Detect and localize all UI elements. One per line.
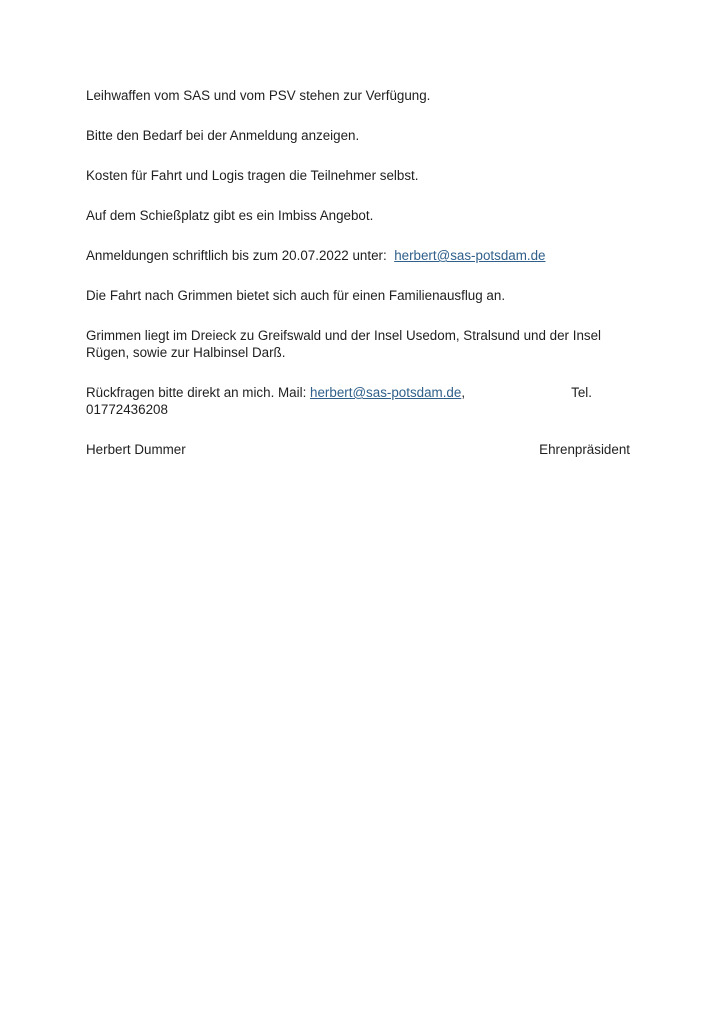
paragraph-rental-weapons: Leihwaffen vom SAS und vom PSV stehen zur Verfügung. — [86, 88, 431, 103]
paragraph-contact — [86, 384, 630, 418]
tel-label: Tel. — [571, 385, 592, 400]
contact-comma: , — [461, 385, 466, 400]
registration-deadline-text: Anmeldungen schriftlich bis zum 20.07.2022 unter: — [86, 248, 387, 263]
location-line-1: Grimmen liegt im Dreieck zu Greifswald und der Insel Usedom, Stralsund und der Insel — [86, 328, 602, 343]
signature-row — [86, 441, 630, 458]
letter-body — [86, 87, 630, 458]
tel-number: 01772436208 — [86, 402, 168, 417]
paragraph-location — [86, 327, 630, 361]
contact-line-1 — [86, 384, 630, 401]
paragraph-registration-deadline — [86, 247, 630, 264]
contact-email-link[interactable]: herbert@sas-potsdam.de — [310, 385, 462, 400]
contact-mail-group — [86, 384, 465, 401]
paragraph-registration-note: Bitte den Bedarf bei der Anmeldung anzeigen. — [86, 128, 360, 143]
registration-email-link[interactable]: herbert@sas-potsdam.de — [394, 248, 546, 263]
location-line-2: Rügen, sowie zur Halbinsel Darß. — [86, 345, 286, 360]
paragraph-family-trip: Die Fahrt nach Grimmen bietet sich auch für einen Familienausflug an. — [86, 288, 506, 303]
paragraph-snack-offer: Auf dem Schießplatz gibt es ein Imbiss Angebot. — [86, 208, 374, 223]
paragraph-costs: Kosten für Fahrt und Logis tragen die Teilnehmer selbst. — [86, 168, 419, 183]
signer-title: Ehrenpräsident — [539, 442, 630, 457]
signer-name: Herbert Dummer — [86, 442, 186, 457]
contact-prefix-text: Rückfragen bitte direkt an mich. Mail: — [86, 385, 307, 400]
